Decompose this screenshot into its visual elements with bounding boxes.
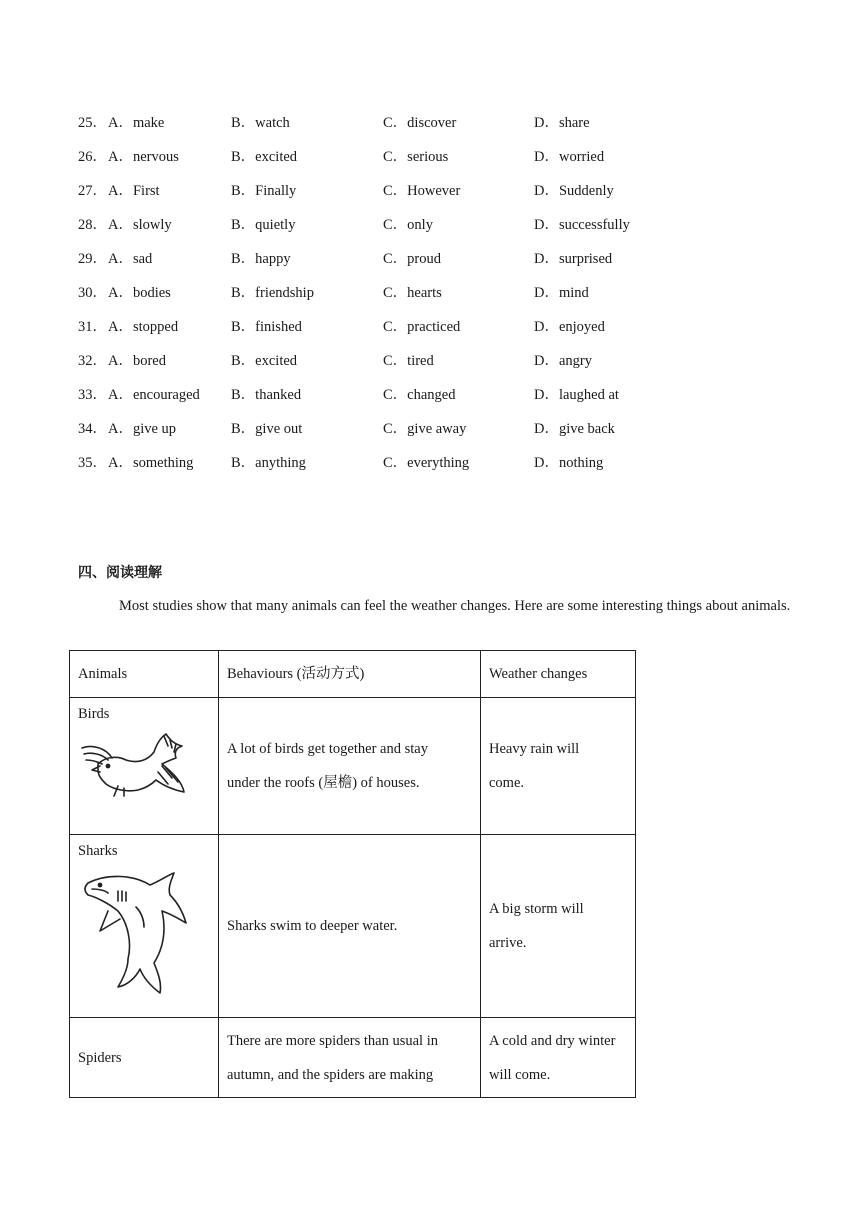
option-a: A．sad [108,251,153,267]
question-row-28 [0,215,868,235]
option-b: B．finished [231,319,302,335]
option-d: D．surprised [534,251,613,267]
option-b: B．anything [231,455,306,471]
option-d: D．share [534,115,590,131]
animal-name: Spiders [78,1049,122,1066]
question-number: 34． [78,421,107,437]
question-row-31 [0,317,868,337]
option-a: A．encouraged [108,387,200,403]
option-c: C．everything [383,455,470,471]
behaviour-line-1: Sharks swim to deeper water. [227,918,398,934]
behaviour-cell [219,1018,481,1098]
question-row-25 [0,113,868,133]
option-b: B．happy [231,251,291,267]
option-d: D．nothing [534,455,604,471]
question-number: 32． [78,353,107,369]
question-number: 28． [78,217,107,233]
table-row [70,698,636,835]
animals-table [69,650,636,1098]
question-number: 35． [78,455,107,471]
option-d: D．give back [534,421,615,437]
weather-cell [481,1018,636,1098]
option-d: D．Suddenly [534,183,614,199]
question-row-26 [0,147,868,167]
option-a: A．First [108,183,160,199]
option-c: C．changed [383,387,456,403]
question-number: 25． [78,115,107,131]
question-row-32 [0,351,868,371]
option-d: D．mind [534,285,589,301]
option-c: C．serious [383,149,449,165]
header-behaviours: Behaviours (活动方式) [219,651,481,698]
animal-name: Birds [78,706,110,722]
question-row-29 [0,249,868,269]
table-row [70,1018,636,1098]
question-number: 33． [78,387,107,403]
bird-icon [78,730,186,798]
option-c: C．hearts [383,285,442,301]
table-row [70,835,636,1018]
shark-icon [78,867,188,995]
option-a: A．bodies [108,285,171,301]
behaviour-line-2: autumn, and the spiders are making [227,1066,434,1083]
weather-cell [481,698,636,835]
option-a: A．give up [108,421,177,437]
question-row-30 [0,283,868,303]
intro-paragraph: Most studies show that many animals can feel the weather changes. Here are some interesting things about animals. [119,598,791,614]
behaviour-line-2: under the roofs (屋檐) of houses. [227,775,420,791]
weather-line-2: arrive. [489,935,527,951]
behaviour-line-1: There are more spiders than usual in [227,1032,438,1049]
behaviour-cell [219,698,481,835]
question-row-27 [0,181,868,201]
option-b: B．give out [231,421,303,437]
behaviour-line-1: A lot of birds get together and stay [227,741,428,757]
animal-cell [70,698,219,835]
section-title: 四、阅读理解 [78,565,162,581]
option-c: C．only [383,217,433,233]
option-b: B．excited [231,353,298,369]
weather-line-2: come. [489,775,525,791]
option-d: D．successfully [534,217,630,233]
option-c: C．tired [383,353,434,369]
weather-line-2: will come. [489,1066,551,1083]
table-header-row [70,651,636,698]
option-c: C．discover [383,115,457,131]
option-a: A．something [108,455,194,471]
header-animals: Animals [70,651,219,698]
option-b: B．excited [231,149,298,165]
option-a: A．slowly [108,217,172,233]
weather-cell [481,835,636,1018]
option-b: B．quietly [231,217,296,233]
question-row-34 [0,419,868,439]
option-a: A．make [108,115,165,131]
question-number: 29． [78,251,107,267]
question-number: 31． [78,319,107,335]
question-number: 30． [78,285,107,301]
question-row-35 [0,453,868,473]
option-d: D．enjoyed [534,319,605,335]
option-c: C．practiced [383,319,461,335]
header-weather: Weather changes [481,651,636,698]
behaviour-cell [219,835,481,1018]
question-row-33 [0,385,868,405]
question-number: 26． [78,149,107,165]
option-b: B．watch [231,115,290,131]
weather-line-1: Heavy rain will [489,741,580,757]
animal-cell [70,1018,219,1098]
option-a: A．nervous [108,149,179,165]
option-c: C．proud [383,251,441,267]
option-d: D．worried [534,149,605,165]
option-a: A．stopped [108,319,179,335]
animal-name: Sharks [78,843,118,859]
question-number: 27． [78,183,107,199]
weather-line-1: A big storm will [489,901,584,917]
option-a: A．bored [108,353,166,369]
option-c: C．give away [383,421,467,437]
option-d: D．laughed at [534,387,619,403]
option-b: B．friendship [231,285,314,301]
weather-line-1: A cold and dry winter [489,1032,616,1049]
option-b: B．Finally [231,183,297,199]
option-c: C．However [383,183,461,199]
option-b: B．thanked [231,387,302,403]
animal-cell [70,835,219,1018]
option-d: D．angry [534,353,592,369]
